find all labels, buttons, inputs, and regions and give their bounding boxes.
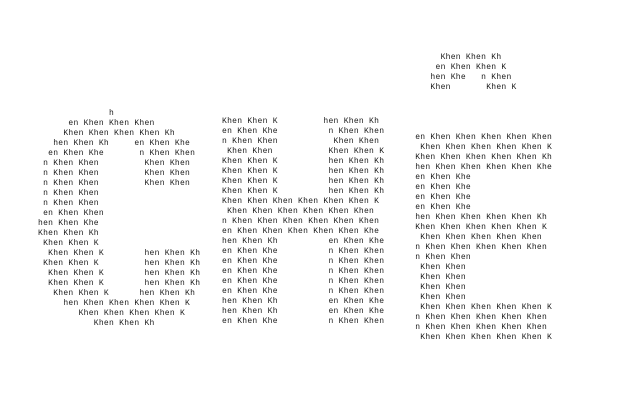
art-line: hen Khen Kh en Khen Khe <box>222 297 385 306</box>
art-line: Khen Khen Khen Khen Khen K <box>400 223 548 232</box>
art-line: en Khen Khe <box>400 173 471 182</box>
art-line: n Khen Khen Khen Khen Khen Khen <box>222 217 380 226</box>
art-line: hen Khen Khe <box>38 219 99 228</box>
art-line: Khen Khen K hen Khen Kh <box>222 187 385 196</box>
ascii-letter-k-glyph <box>400 53 552 343</box>
art-line: n Khen Khen <box>38 199 99 208</box>
art-line <box>400 123 552 133</box>
art-line: Khen Khen K <box>38 239 99 248</box>
art-line: Khen Khen K hen Khen Kh <box>38 259 201 268</box>
art-line: en Khen Khe n Khen Khen <box>222 247 385 256</box>
art-line: Khen Khen Khen Khen K <box>222 147 385 156</box>
art-line: en Khen Khe n Khen Khen <box>222 267 385 276</box>
art-line: hen Khe n Khen <box>400 73 512 82</box>
art-line <box>400 103 552 113</box>
art-line: en Khen Khe n Khen Khen <box>38 149 196 158</box>
art-line: Khen Khen K hen Khen Kh <box>222 167 385 176</box>
art-line: en Khen Khe <box>400 183 471 192</box>
art-line: n Khen Khen Khen Khen <box>222 137 380 146</box>
art-line: n Khen Khen Khen Khen Khen <box>400 243 548 252</box>
art-line: Khen Khen Khen Khen Khen K <box>400 143 553 152</box>
art-line: Khen Khen Khen Khen Khen <box>400 233 542 242</box>
art-line: hen Khen Kh en Khen Khe <box>38 139 191 148</box>
art-line: hen Khen Kh en Khen Khe <box>222 307 385 316</box>
art-line: hen Khen Khen Khen Khen K <box>38 299 191 308</box>
art-line: hen Khen Khen Khen Khen Khe <box>400 163 553 172</box>
art-line: Khen Khen Khen Khen Khen Khen <box>222 207 375 216</box>
art-line: en Khen Khen Khen <box>38 119 155 128</box>
art-line: Khen Khen K hen Khen Kh <box>222 157 385 166</box>
art-line: Khen Khen Khen Khen K <box>38 309 186 318</box>
art-line: n Khen Khen Khen Khen Khen <box>400 323 548 332</box>
art-line: Khen Khen K hen Khen Kh <box>38 269 201 278</box>
art-line: Khen Khen K hen Khen Kh <box>38 249 201 258</box>
art-line: Khen Khen K hen Khen Kh <box>38 289 196 298</box>
art-line: en Khen Khe n Khen Khen <box>222 127 385 136</box>
art-line: Khen Khen Khen Khen Khen K <box>400 303 553 312</box>
art-line: en Khen Khe n Khen Khen <box>222 317 385 326</box>
art-line: Khen Khen Kh <box>400 53 502 62</box>
art-line: en Khen Khe n Khen Khen <box>222 277 385 286</box>
art-line: en Khen Khe <box>400 193 471 202</box>
art-line: Khen Khen K hen Khen Kh <box>222 177 385 186</box>
art-line <box>400 113 552 123</box>
art-line: n Khen Khen <box>38 189 99 198</box>
art-line: Khen Khen K hen Khen Kh <box>222 117 380 126</box>
art-line: Khen Khen K hen Khen Kh <box>38 279 201 288</box>
ascii-letter-e <box>222 117 384 327</box>
art-line: n Khen Khen Khen Khen <box>38 169 191 178</box>
art-line: Khen Khen Khen Khen Khen K <box>400 333 553 342</box>
art-line: Khen Khen Kh <box>38 319 155 328</box>
art-line: Khen Khen K <box>400 83 517 92</box>
art-line: hen Khen Khen Khen Khen Kh <box>400 213 548 222</box>
ascii-letter-g <box>38 109 200 329</box>
art-line: hen Khen Kh en Khen Khe <box>222 237 385 246</box>
art-line: en Khen Khen K <box>400 63 507 72</box>
art-line: en Khen Khen <box>38 209 104 218</box>
art-line: en Khen Khe n Khen Khen <box>222 257 385 266</box>
art-line: Khen Khen <box>400 273 466 282</box>
art-line: Khen Khen Khen Khen Khen Kh <box>400 153 553 162</box>
art-line: en Khen Khen Khen Khen Khen <box>400 133 553 142</box>
art-line: Khen Khen Khen Khen Kh <box>38 129 175 138</box>
art-line: en Khen Khe n Khen Khen <box>222 287 385 296</box>
art-line: n Khen Khen Khen Khen <box>38 179 191 188</box>
art-line: en Khen Khen Khen Khen Khen Khe <box>222 227 380 236</box>
art-line: en Khen Khe <box>400 203 471 212</box>
art-line: h <box>38 109 115 118</box>
art-line: n Khen Khen Khen Khen <box>38 159 191 168</box>
art-line <box>400 93 552 103</box>
art-line: Khen Khen <box>400 293 466 302</box>
art-line: Khen Khen <box>400 283 466 292</box>
art-line: Khen Khen <box>400 263 466 272</box>
art-line: Khen Khen Khen Khen Khen Khen K <box>222 197 380 206</box>
art-line: Khen Khen Kh <box>38 229 99 238</box>
art-line: n Khen Khen Khen Khen Khen <box>400 313 548 322</box>
art-line: n Khen Khen <box>400 253 471 262</box>
